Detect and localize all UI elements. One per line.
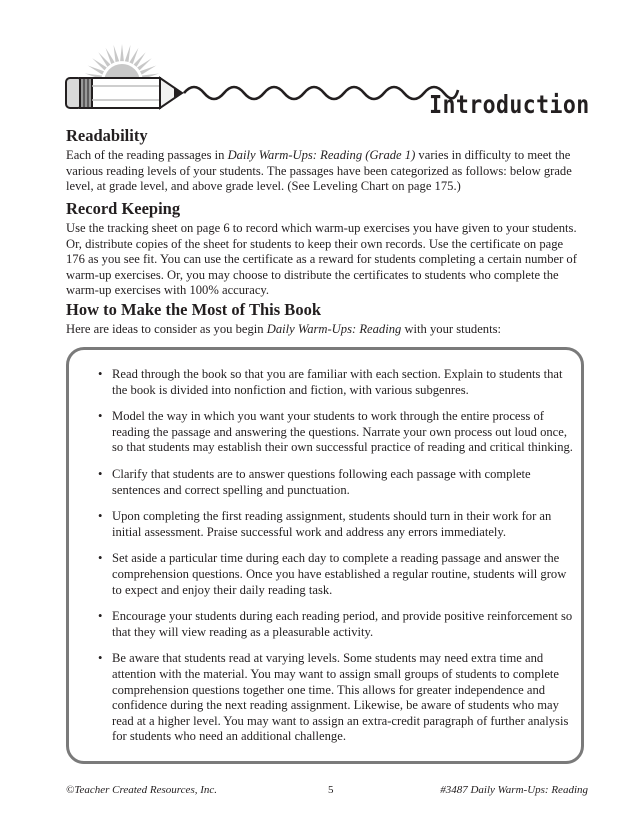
list-item: • Read through the book so that you are familiar with each section. Explain to students that the book is divided into nonfiction and fiction, with various subgenres. [98,367,576,398]
sun-ray [125,45,131,62]
book-title-grade: Daily Warm-Ups: Reading (Grade 1) [227,148,416,162]
most-of-book-text [66,322,582,338]
pencil-icon [66,78,184,108]
record-keeping-text: Use the tracking sheet on page 6 to record which warm-up exercises you have given to your students. Or, distribute copies of the sheet for students to keep their own records. Use the certificate on page 176 as you see fit. You can use the certificate as a reward for students completing a certain number of warm-up exercises. Or, you may choose to distribute the certificates to students who complete the warm-up exercises with 100% accuracy. [66,221,577,298]
readability-heading: Readability [66,126,148,145]
page-title: Introduction [429,90,590,119]
most-of-book-pre: Here are ideas to consider as you begin [66,322,267,336]
most-of-book-post: with your students: [401,322,501,336]
list-item: • Encourage your students during each reading period, and provide positive reinforcement so that they will view reading as a pleasurable activity. [98,609,576,640]
header-banner [60,38,590,128]
readability-text-pre: Each of the reading passages in [66,148,228,162]
record-keeping-heading: Record Keeping [66,199,181,218]
squiggle-line [184,87,458,99]
list-item: • Upon completing the first reading assignment, students should turn in their work for an initial assessment. Praise successful work and address any errors immediately. [98,509,576,540]
list-item: • Set aside a particular time during each day to complete a reading passage and answer the comprehension questions. Once you have established a regular routine, students will grow to expect and enjoy their daily reading task. [98,551,576,598]
sun-ray [114,45,120,62]
footer-book-ref: #3487 Daily Warm-Ups: Reading [440,784,588,796]
list-item: • Model the way in which you want your students to work through the entire process of reading the passage and answering the questions. Narrate your own process out loud once, so that students may establish their own successful practice of reading and critical thinking. [98,409,576,456]
list-item: • Clarify that students are to answer questions following each passage with complete sentences and correct spelling and punctuation. [98,467,576,498]
list-item: • Be aware that students read at varying levels. Some students may need extra time and attention with the material. You may want to assign small groups of students to complete comprehension questions together one time. This allows for greater independence and confidence during the next reading assignment. Likewise, be aware of students who may read at a higher level. You may want to assign an extra-credit paragraph of further analysis for students who need an additional challenge. [98,651,576,745]
sun-ray [120,44,124,61]
tips-list [98,367,576,756]
readability-text [66,148,582,195]
readability-text-post: varies in difficulty to meet the various reading levels of your students. The passages have been categorized as follows: below grade level, at grade level, and above grade level. (See Leveling Chart on page 175.) [66,148,572,194]
most-of-book-heading: How to Make the Most of This Book [66,300,321,319]
footer-publisher: ©Teacher Created Resources, Inc. [66,784,218,796]
footer-page-number: 5 [328,784,334,796]
book-title: Daily Warm-Ups: Reading [266,322,402,336]
